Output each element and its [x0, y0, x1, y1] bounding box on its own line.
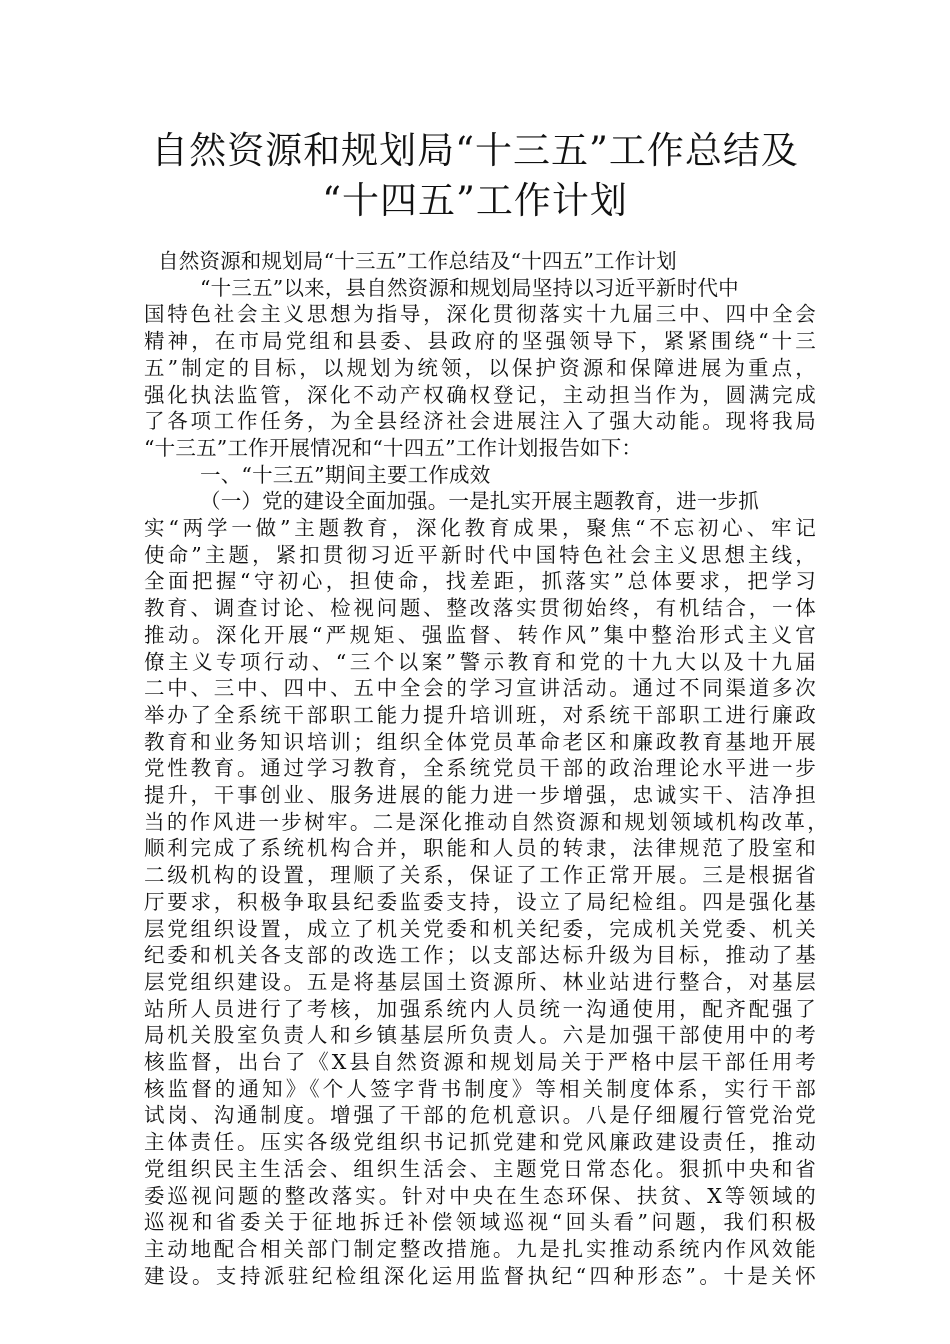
- paragraph-line: 全面把握“守初心，担使命，找差距，抓落实”总体要求，把学习: [144, 569, 816, 594]
- paragraph-line: 顺利完成了系统机构合并，职能和人员的转隶，法律规范了股室和: [144, 836, 816, 861]
- paragraph-line: “十三五”工作开展情况和“十四五”工作计划报告如下：: [144, 435, 643, 460]
- paragraph-line: 建设。支持派驻纪检组深化运用监督执纪“四种形态”。十是关怀: [144, 1263, 816, 1288]
- paragraph-line: “十三五”以来，县自然资源和规划局坚持以习近平新时代中: [200, 275, 739, 300]
- paragraph-line: 纪委和机关各支部的改选工作；以支部达标升级为目标，推动了基: [144, 943, 816, 968]
- paragraph-line: 二级机构的设置，理顺了关系，保证了工作正常开展。三是根据省: [144, 863, 816, 888]
- paragraph-line: 僚主义专项行动、“三个以案”警示教育和党的十九大以及十九届: [144, 649, 816, 674]
- paragraph-line: 实“两学一做”主题教育，深化教育成果，聚焦“不忘初心、牢记: [144, 516, 816, 540]
- paragraph-line: 厅要求，积极争取县纪委监委支持，设立了局纪检组。四是强化基: [144, 889, 816, 914]
- paragraph-line: 举办了全系统干部职工能力提升培训班，对系统干部职工进行廉政: [144, 702, 816, 727]
- paragraph-line: 主动地配合相关部门制定整改措施。九是扎实推动系统内作风效能: [144, 1236, 816, 1261]
- paragraph-line: （一）党的建设全面加强。一是扎实开展主题教育，进一步抓: [200, 489, 759, 514]
- paragraph-line: 层党组织建设。五是将基层国土资源所、林业站进行整合，对基层: [144, 969, 816, 994]
- paragraph-line: 局机关股室负责人和乡镇基层所负责人。六是加强干部使用中的考: [144, 1023, 816, 1048]
- paragraph-line: 了各项工作任务，为全县经济社会进展注入了强大动能。现将我局: [144, 409, 816, 434]
- paragraph-line: 党组织民主生活会、组织生活会、主题党日常态化。狠抓中央和省: [144, 1156, 816, 1181]
- paragraph-line: 站所人员进行了考核，加强系统内人员统一沟通使用，配齐配强了: [144, 996, 816, 1021]
- paragraph-line: 五”制定的目标，以规划为统领，以保护资源和保障进展为重点，: [144, 355, 816, 380]
- paragraph-line: 核监督的通知》《个人签字背书制度》等相关制度体系，实行干部: [144, 1076, 816, 1101]
- document-subtitle: 自然资源和规划局“十三五”工作总结及“十四五”工作计划: [158, 249, 677, 273]
- paragraph-line: 使命”主题，紧扣贯彻习近平新时代中国特色社会主义思想主线，: [144, 542, 816, 567]
- document-title-line-1: 自然资源和规划局“十三五”工作总结及: [151, 129, 799, 172]
- paragraph-line: 二中、三中、四中、五中全会的学习宣讲活动。通过不同渠道多次: [144, 676, 816, 701]
- paragraph-line: 教育、调查讨论、检视问题、整改落实贯彻始终，有机结合，一体: [144, 596, 816, 621]
- paragraph-line: 当的作风进一步树牢。二是深化推动自然资源和规划领域机构改革，: [144, 809, 828, 834]
- paragraph-line: 委巡视问题的整改落实。针对中央在生态环保、扶贫、X等领域的: [144, 1183, 816, 1208]
- paragraph-line: 层党组织设置，成立了机关党委和机关纪委，完成机关党委、机关: [144, 916, 816, 941]
- paragraph-line: 教育和业务知识培训；组织全体党员革命老区和廉政教育基地开展: [144, 729, 816, 754]
- paragraph-line: 精神，在市局党组和县委、县政府的坚强领导下，紧紧围绕“十三: [144, 329, 816, 354]
- paragraph-line: 国特色社会主义思想为指导，深化贯彻落实十九届三中、四中全会: [144, 302, 816, 327]
- paragraph-line: 巡视和省委关于征地拆迁补偿领域巡视“回头看”问题，我们积极: [144, 1210, 816, 1235]
- paragraph-line: 提升，干事创业、服务进展的能力进一步增强，忠诚实干、洁净担: [144, 783, 816, 807]
- document-title-line-2: “十四五”工作计划: [322, 179, 628, 222]
- paragraph-line: 强化执法监管，深化不动产权确权登记，主动担当作为，圆满完成: [144, 382, 816, 407]
- paragraph-line: 核监督，出台了《X县自然资源和规划局关于严格中层干部任用考: [144, 1050, 816, 1074]
- paragraph-line: 推动。深化开展“严规矩、强监督、转作风”集中整治形式主义官: [144, 622, 816, 647]
- section-heading: 一、“十三五”期间主要工作成效: [200, 462, 491, 487]
- paragraph-line: 试岗、沟通制度。增强了干部的危机意识。八是仔细履行管党治党: [144, 1103, 816, 1128]
- paragraph-line: 党性教育。通过学习教育，全系统党员干部的政治理论水平进一步: [144, 756, 816, 781]
- paragraph-line: 主体责任。压实各级党组织书记抓党建和党风廉政建设责任，推动: [144, 1130, 816, 1155]
